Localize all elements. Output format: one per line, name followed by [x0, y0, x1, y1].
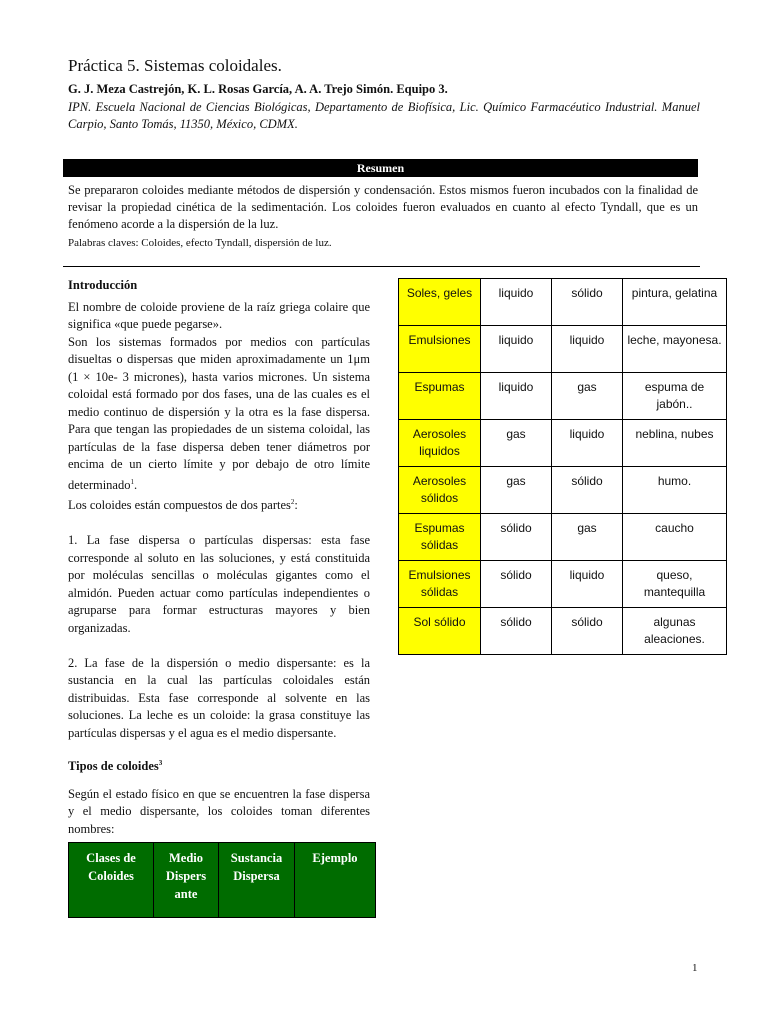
table-cell: espuma de jabón..: [623, 373, 727, 420]
table-cell: liquido: [552, 561, 623, 608]
intro-heading: Introducción: [68, 278, 138, 292]
table-row: [399, 373, 727, 420]
colloid-types-table: [398, 278, 727, 655]
abstract-text: Se prepararon coloides mediante métodos de dispersión y condensación. Estos mismos fueron incubados con la finalidad de revisar la propiedad cinética de la sedimentación. Los coloides fueron evaluados en cuanto al efecto Tyndall, que es un fenómeno acorde a la dispersión de la luz.: [68, 183, 698, 231]
tipos-section: [68, 755, 370, 838]
table-cell: liquido: [481, 279, 552, 326]
affiliation: IPN. Escuela Nacional de Ciencias Biológicas, Departamento de Biofísica, Lic. Químico Farmacéutico Industrial. Manuel Carpio, Santo Tomás, 11350, México, CDMX.: [68, 100, 700, 131]
table-cell: Emulsiones: [399, 326, 481, 373]
table-cell: sólido: [552, 467, 623, 514]
table-row: [399, 326, 727, 373]
table-row: [399, 467, 727, 514]
table-header-cell: Clases de Coloides: [69, 843, 154, 918]
table-cell: Soles, geles: [399, 279, 481, 326]
intro-paragraph-1: El nombre de coloide proviene de la raíz griega colaire que significa «que puede pegarse».: [68, 299, 370, 331]
table-cell: caucho: [623, 514, 727, 561]
footnote-ref: 2: [290, 498, 295, 507]
table-cell: liquido: [481, 326, 552, 373]
table-row: [399, 561, 727, 608]
keywords: Palabras claves: Coloides, efecto Tyndall, dispersión de luz.: [68, 237, 332, 249]
intro-paragraph-4: 1. La fase dispersa o partículas dispersas: esta fase corresponde al soluto en las soluciones, y está constituida por moléculas sencillas o moléculas gigantes como el almidón. Pueden actuar como partículas independientes o agruparse para formar estructuras mayores y bien organizadas.: [68, 533, 370, 635]
table-cell: Sol sólido: [399, 608, 481, 655]
intro-paragraph-5: 2. La fase de la dispersión o medio dispersante: es la sustancia en la cual las partículas coloidales están distribuidas. Esta fase corresponde al solvente en las soluciones. La leche es un coloide: la grasa constituye las partículas dispersas y el agua es el medio dispersante.: [68, 655, 370, 740]
table-cell: gas: [481, 467, 552, 514]
tipos-heading: Tipos de coloides$^3$: [68, 759, 163, 774]
table-cell: queso, mantequilla: [623, 561, 727, 608]
table-header-cell: Ejemplo: [295, 843, 376, 918]
table-row: [399, 420, 727, 467]
table-cell: gas: [552, 373, 623, 420]
page-number: 1: [692, 962, 698, 974]
intro-paragraph-3: Los coloides están compuestos de dos partes$^2$:: [68, 498, 298, 513]
colloid-types-header-table: [68, 842, 376, 918]
authors-line: G. J. Meza Castrejón, K. L. Rosas García, A. A. Trejo Simón. Equipo 3.: [68, 82, 448, 96]
table-cell: sólido: [481, 514, 552, 561]
table-cell: sólido: [481, 561, 552, 608]
table-cell: neblina, nubes: [623, 420, 727, 467]
table-cell: Espumas: [399, 373, 481, 420]
table-cell: algunas aleaciones.: [623, 608, 727, 655]
page-title: Práctica 5. Sistemas coloidales.: [68, 56, 282, 75]
table-cell: liquido: [552, 420, 623, 467]
section-divider: [63, 266, 700, 267]
tipos-text: Según el estado físico en que se encuentren la fase dispersa y el medio dispersante, los coloides toman diferentes nombres:: [68, 786, 370, 836]
table-cell: leche, mayonesa.: [623, 326, 727, 373]
table-cell: sólido: [552, 608, 623, 655]
resumen-heading: Resumen: [63, 159, 698, 177]
table-row: [399, 514, 727, 561]
table-cell: Emulsiones sólidas: [399, 561, 481, 608]
table-cell: gas: [552, 514, 623, 561]
table-cell: sólido: [481, 608, 552, 655]
table-cell: pintura, gelatina: [623, 279, 727, 326]
table-cell: humo.: [623, 467, 727, 514]
table-cell: Aerosoles sólidos: [399, 467, 481, 514]
left-column: [68, 277, 370, 742]
table-cell: liquido: [481, 373, 552, 420]
table-cell: Espumas sólidas: [399, 514, 481, 561]
table-cell: sólido: [552, 279, 623, 326]
table-row: [399, 608, 727, 655]
table-cell: liquido: [552, 326, 623, 373]
table-header-cell: Medio Dispers ante: [154, 843, 219, 918]
table-row: [399, 279, 727, 326]
footnote-ref: 1: [130, 477, 134, 486]
table-header-cell: Sustancia Dispersa: [219, 843, 295, 918]
table-cell: Aerosoles liquidos: [399, 420, 481, 467]
table-cell: gas: [481, 420, 552, 467]
intro-paragraph-2: Son los sistemas formados por medios con partículas disueltas o dispersas que miden aproximadamente un 1μm (1 × 10e- 3 micrones), hasta varios micrones. Un sistema coloidal está formado por dos fases, una de las cuales es el medio continuo de dispersión y la otra es la fase dispersa. Para que tengan las propiedades de un sistema coloidal, las partículas de la fase dispersa deben tener diámetros por encima de un cierto límite y por debajo de otro límite determinado$^1$.: [68, 334, 370, 492]
